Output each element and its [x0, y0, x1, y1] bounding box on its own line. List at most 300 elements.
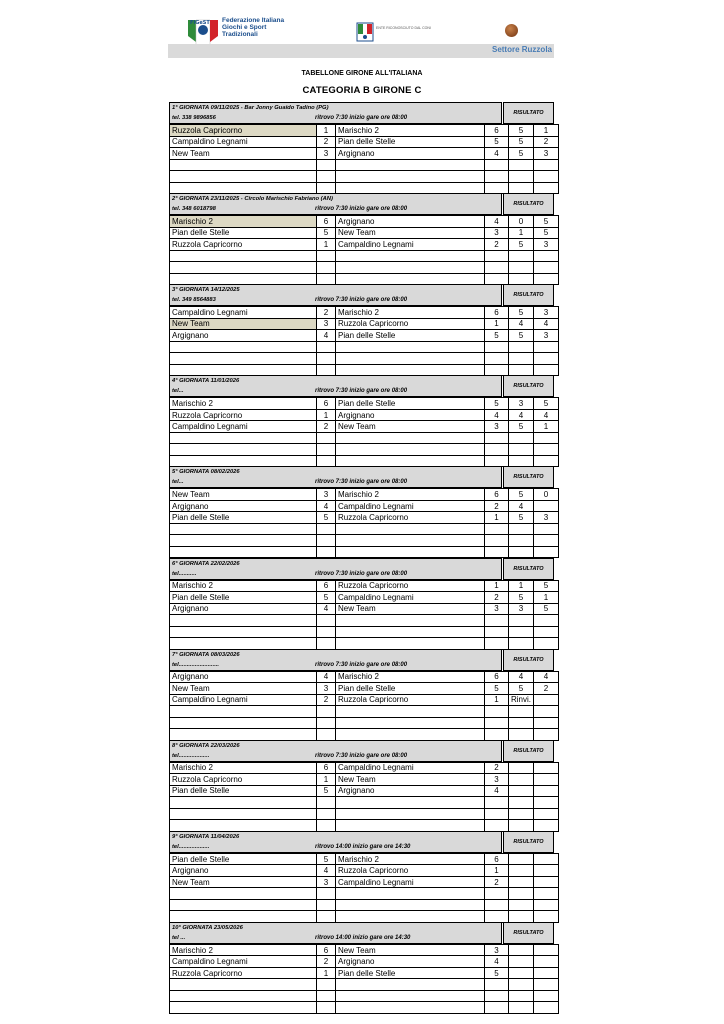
- result-home: 5: [509, 489, 534, 501]
- result-away: [534, 853, 559, 865]
- away-team-number: [485, 717, 509, 729]
- home-team-number: 5: [317, 592, 336, 604]
- table-row: [170, 774, 559, 786]
- matches-table: [169, 944, 559, 1014]
- home-team: [170, 808, 317, 820]
- giornata-meeting-time: ritrovo 7:30 inizio gare ore 08:00: [315, 661, 408, 668]
- home-team: Pian delle Stelle: [170, 785, 317, 797]
- away-team-number: 3: [485, 774, 509, 786]
- table-row: [170, 899, 559, 911]
- away-team-number: 3: [485, 421, 509, 433]
- result-away: [534, 364, 559, 376]
- result-home: [509, 250, 534, 262]
- table-row: [170, 455, 559, 467]
- away-team-number: [485, 341, 509, 353]
- home-team-number: 5: [317, 785, 336, 797]
- result-away: [534, 546, 559, 558]
- away-team-number: [485, 706, 509, 718]
- home-team-number: 6: [317, 216, 336, 228]
- home-team-number: 5: [317, 227, 336, 239]
- home-team-number: [317, 990, 336, 1002]
- matches-table: [169, 215, 559, 285]
- home-team-number: [317, 353, 336, 365]
- result-home: [509, 990, 534, 1002]
- matches-table: [169, 762, 559, 832]
- result-away: [534, 979, 559, 991]
- home-team-number: [317, 899, 336, 911]
- table-row: [170, 546, 559, 558]
- giornata-header: [169, 831, 502, 853]
- home-team: [170, 717, 317, 729]
- giornata-meeting-time: ritrovo 14:00 inizio gare ore 14:30: [315, 843, 411, 850]
- home-team: [170, 729, 317, 741]
- result-away: [534, 250, 559, 262]
- home-team: New Team: [170, 489, 317, 501]
- result-home: [509, 262, 534, 274]
- result-home: 5: [509, 136, 534, 148]
- table-row: [170, 853, 559, 865]
- result-home: 5: [509, 592, 534, 604]
- home-team-number: [317, 979, 336, 991]
- away-team-number: [485, 262, 509, 274]
- away-team: Ruzzola Capricorno: [336, 865, 485, 877]
- result-home: Rinvi.: [509, 694, 534, 706]
- away-team: Ruzzola Capricorno: [336, 694, 485, 706]
- home-team: Marischio 2: [170, 580, 317, 592]
- result-home: [509, 341, 534, 353]
- result-home: [509, 615, 534, 627]
- home-team-number: [317, 535, 336, 547]
- table-row: [170, 808, 559, 820]
- table-row: [170, 421, 559, 433]
- away-team-number: 6: [485, 671, 509, 683]
- away-team-number: 2: [485, 500, 509, 512]
- result-away: 5: [534, 227, 559, 239]
- result-away: 1: [534, 592, 559, 604]
- away-team-number: [485, 888, 509, 900]
- away-team-number: 1: [485, 318, 509, 330]
- result-away: [534, 706, 559, 718]
- federation-name: Federazione Italiana Giochi e Sport Tradizionali: [222, 17, 285, 38]
- home-team: New Team: [170, 318, 317, 330]
- result-away: [534, 808, 559, 820]
- home-team: Ruzzola Capricorno: [170, 409, 317, 421]
- home-team-number: 4: [317, 603, 336, 615]
- table-row: [170, 626, 559, 638]
- result-away: [534, 523, 559, 535]
- away-team: [336, 911, 485, 923]
- home-team-number: [317, 364, 336, 376]
- table-row: [170, 307, 559, 319]
- table-row: [170, 956, 559, 968]
- away-team: [336, 353, 485, 365]
- home-team-number: 4: [317, 330, 336, 342]
- away-team: [336, 638, 485, 650]
- result-home: [509, 535, 534, 547]
- away-team: Campaldino Legnami: [336, 239, 485, 251]
- result-home: [509, 546, 534, 558]
- home-team-number: 5: [317, 512, 336, 524]
- away-team-number: [485, 432, 509, 444]
- result-away: 5: [534, 603, 559, 615]
- result-home: [509, 626, 534, 638]
- table-row: [170, 990, 559, 1002]
- giornata-title: 3° GIORNATA 14/12/2025: [172, 287, 240, 294]
- table-row: [170, 489, 559, 501]
- home-team-number: [317, 341, 336, 353]
- table-row: [170, 500, 559, 512]
- giornata-phone: tel. 349 8564883: [172, 297, 216, 304]
- table-row: [170, 125, 559, 137]
- home-team: [170, 797, 317, 809]
- result-away: [534, 444, 559, 456]
- away-team-number: [485, 729, 509, 741]
- away-team: [336, 341, 485, 353]
- away-team-number: 5: [485, 330, 509, 342]
- result-away: [534, 785, 559, 797]
- giornata-title: 9° GIORNATA 11/04/2026: [172, 833, 240, 840]
- away-team: Pian delle Stelle: [336, 967, 485, 979]
- giornata-block: [169, 558, 554, 647]
- result-home: 5: [509, 512, 534, 524]
- away-team: Ruzzola Capricorno: [336, 580, 485, 592]
- result-away: [534, 638, 559, 650]
- table-row: [170, 273, 559, 285]
- result-away: [534, 865, 559, 877]
- coni-caption: ENTE RICONOSCIUTO DAL CONI: [376, 26, 431, 30]
- table-row: [170, 409, 559, 421]
- away-team: Argignano: [336, 216, 485, 228]
- home-team: [170, 432, 317, 444]
- away-team-number: 6: [485, 307, 509, 319]
- matches-table: [169, 397, 559, 467]
- away-team: [336, 729, 485, 741]
- risultato-header: RISULTATO: [503, 375, 554, 397]
- result-home: [509, 797, 534, 809]
- away-team: Campaldino Legnami: [336, 592, 485, 604]
- result-away: [534, 762, 559, 774]
- home-team-number: 1: [317, 125, 336, 137]
- away-team-number: [485, 273, 509, 285]
- giornata-block: [169, 922, 554, 1011]
- result-away: [534, 432, 559, 444]
- ruzzola-ball-icon: [505, 24, 518, 37]
- result-away: [534, 171, 559, 183]
- away-team: Marischio 2: [336, 125, 485, 137]
- table-row: [170, 580, 559, 592]
- home-team-number: [317, 706, 336, 718]
- result-away: [534, 888, 559, 900]
- away-team-number: 6: [485, 489, 509, 501]
- away-team: Campaldino Legnami: [336, 500, 485, 512]
- result-home: [509, 455, 534, 467]
- away-team: Pian delle Stelle: [336, 136, 485, 148]
- page-header: [168, 14, 554, 58]
- away-team: Marischio 2: [336, 853, 485, 865]
- home-team: [170, 706, 317, 718]
- result-away: [534, 876, 559, 888]
- home-team-number: 6: [317, 398, 336, 410]
- away-team: [336, 808, 485, 820]
- home-team: [170, 523, 317, 535]
- away-team: [336, 626, 485, 638]
- table-row: [170, 888, 559, 900]
- result-home: [509, 774, 534, 786]
- table-row: [170, 820, 559, 832]
- result-away: [534, 820, 559, 832]
- away-team-number: 2: [485, 592, 509, 604]
- table-row: [170, 364, 559, 376]
- away-team: New Team: [336, 227, 485, 239]
- home-team: Pian delle Stelle: [170, 592, 317, 604]
- away-team: [336, 444, 485, 456]
- table-row: [170, 159, 559, 171]
- away-team-number: 5: [485, 683, 509, 695]
- result-home: 1: [509, 227, 534, 239]
- result-away: [534, 990, 559, 1002]
- home-team-number: [317, 523, 336, 535]
- away-team: New Team: [336, 421, 485, 433]
- away-team-number: [485, 455, 509, 467]
- away-team-number: [485, 1002, 509, 1014]
- away-team: [336, 888, 485, 900]
- home-team: [170, 159, 317, 171]
- settore-label: Settore Ruzzola: [491, 45, 552, 54]
- home-team-number: [317, 182, 336, 194]
- away-team: [336, 899, 485, 911]
- away-team-number: [485, 899, 509, 911]
- away-team-number: 5: [485, 398, 509, 410]
- home-team-number: 1: [317, 239, 336, 251]
- home-team: New Team: [170, 683, 317, 695]
- result-home: 4: [509, 671, 534, 683]
- home-team: [170, 455, 317, 467]
- away-team-number: 3: [485, 227, 509, 239]
- home-team: [170, 353, 317, 365]
- result-away: [534, 694, 559, 706]
- risultato-header: RISULTATO: [503, 740, 554, 762]
- away-team: Argignano: [336, 148, 485, 160]
- home-team: Marischio 2: [170, 944, 317, 956]
- home-team: [170, 1002, 317, 1014]
- matches-table: [169, 488, 559, 558]
- table-row: [170, 182, 559, 194]
- result-away: [534, 500, 559, 512]
- table-row: [170, 694, 559, 706]
- home-team-number: 2: [317, 421, 336, 433]
- result-away: 3: [534, 330, 559, 342]
- home-team-number: [317, 432, 336, 444]
- away-team-number: [485, 797, 509, 809]
- away-team-number: [485, 171, 509, 183]
- away-team-number: 3: [485, 603, 509, 615]
- giornata-block: [169, 740, 554, 829]
- giornata-meeting-time: ritrovo 7:30 inizio gare ore 08:00: [315, 115, 408, 121]
- home-team-number: 1: [317, 774, 336, 786]
- result-away: 3: [534, 239, 559, 251]
- result-away: [534, 615, 559, 627]
- giornata-meeting-time: ritrovo 7:30 inizio gare ore 08:00: [315, 206, 408, 213]
- result-away: [534, 729, 559, 741]
- home-team: Pian delle Stelle: [170, 227, 317, 239]
- home-team-number: [317, 615, 336, 627]
- away-team: [336, 797, 485, 809]
- result-home: 5: [509, 683, 534, 695]
- away-team-number: 1: [485, 865, 509, 877]
- home-team: Argignano: [170, 671, 317, 683]
- home-team-number: [317, 262, 336, 274]
- home-team-number: [317, 159, 336, 171]
- home-team: [170, 899, 317, 911]
- table-row: [170, 979, 559, 991]
- home-team-number: [317, 171, 336, 183]
- result-home: [509, 956, 534, 968]
- result-home: [509, 865, 534, 877]
- result-home: [509, 523, 534, 535]
- away-team-number: 4: [485, 409, 509, 421]
- away-team-number: 4: [485, 216, 509, 228]
- home-team-number: [317, 1002, 336, 1014]
- home-team: [170, 638, 317, 650]
- home-team: Ruzzola Capricorno: [170, 125, 317, 137]
- result-home: [509, 967, 534, 979]
- table-row: [170, 148, 559, 160]
- home-team-number: 3: [317, 148, 336, 160]
- giornata-phone: tel...........: [172, 570, 197, 577]
- home-team-number: 5: [317, 853, 336, 865]
- away-team-number: 1: [485, 694, 509, 706]
- away-team-number: [485, 990, 509, 1002]
- home-team: [170, 911, 317, 923]
- home-team-number: 6: [317, 762, 336, 774]
- result-away: 2: [534, 136, 559, 148]
- result-away: [534, 899, 559, 911]
- away-team-number: [485, 182, 509, 194]
- result-home: [509, 717, 534, 729]
- result-home: [509, 353, 534, 365]
- table-row: [170, 683, 559, 695]
- table-row: [170, 171, 559, 183]
- home-team-number: 3: [317, 489, 336, 501]
- table-row: [170, 535, 559, 547]
- result-home: 3: [509, 398, 534, 410]
- result-home: [509, 171, 534, 183]
- giornata-title: 5° GIORNATA 08/02/2026: [172, 469, 240, 476]
- away-team-number: [485, 979, 509, 991]
- table-row: [170, 638, 559, 650]
- giornata-meeting-time: ritrovo 14:00 inizio gare ore 14:30: [315, 934, 411, 941]
- away-team: Ruzzola Capricorno: [336, 318, 485, 330]
- away-team-number: [485, 626, 509, 638]
- giornata-phone: tel...: [172, 388, 184, 395]
- table-row: [170, 967, 559, 979]
- result-home: [509, 706, 534, 718]
- result-away: 1: [534, 421, 559, 433]
- home-team-number: [317, 729, 336, 741]
- result-home: 5: [509, 307, 534, 319]
- away-team-number: [485, 523, 509, 535]
- result-away: 3: [534, 148, 559, 160]
- result-away: 4: [534, 318, 559, 330]
- home-team-number: [317, 808, 336, 820]
- away-team: [336, 535, 485, 547]
- giornata-block: [169, 193, 554, 282]
- result-away: 3: [534, 307, 559, 319]
- away-team-number: 5: [485, 136, 509, 148]
- home-team: Argignano: [170, 603, 317, 615]
- result-home: [509, 888, 534, 900]
- result-home: 5: [509, 330, 534, 342]
- home-team: [170, 990, 317, 1002]
- giornata-block: [169, 375, 554, 464]
- home-team: Argignano: [170, 865, 317, 877]
- away-team: [336, 455, 485, 467]
- away-team: [336, 250, 485, 262]
- matches-table: [169, 124, 559, 194]
- away-team: [336, 706, 485, 718]
- table-row: [170, 876, 559, 888]
- away-team-number: [485, 159, 509, 171]
- table-row: [170, 432, 559, 444]
- home-team: [170, 626, 317, 638]
- result-home: [509, 911, 534, 923]
- matches-table: [169, 671, 559, 741]
- home-team-number: [317, 888, 336, 900]
- result-home: [509, 876, 534, 888]
- home-team: Campaldino Legnami: [170, 136, 317, 148]
- away-team-number: 2: [485, 762, 509, 774]
- risultato-header: RISULTATO: [503, 284, 554, 306]
- table-row: [170, 603, 559, 615]
- result-home: [509, 979, 534, 991]
- table-row: [170, 1002, 559, 1014]
- away-team-number: 1: [485, 580, 509, 592]
- away-team: [336, 273, 485, 285]
- giornata-title: 1° GIORNATA 09/11/2025 - Bar Jonny Guaido Tadino (PG): [172, 105, 329, 111]
- table-row: [170, 250, 559, 262]
- giornata-header: [169, 466, 502, 488]
- risultato-header: RISULTATO: [503, 922, 554, 944]
- risultato-header: RISULTATO: [503, 466, 554, 488]
- giornata-meeting-time: ritrovo 7:30 inizio gare ore 08:00: [315, 752, 408, 759]
- home-team: [170, 535, 317, 547]
- home-team: Marischio 2: [170, 762, 317, 774]
- home-team: [170, 546, 317, 558]
- result-away: [534, 535, 559, 547]
- matches-table: [169, 306, 559, 376]
- giornata-header: [169, 193, 502, 215]
- result-away: [534, 717, 559, 729]
- result-home: 4: [509, 318, 534, 330]
- result-away: [534, 273, 559, 285]
- result-away: [534, 967, 559, 979]
- result-home: [509, 729, 534, 741]
- table-row: [170, 227, 559, 239]
- giornata-title: 6° GIORNATA 22/02/2026: [172, 560, 240, 567]
- away-team-number: [485, 820, 509, 832]
- giornata-header: [169, 558, 502, 580]
- away-team: [336, 546, 485, 558]
- result-home: [509, 808, 534, 820]
- home-team-number: [317, 626, 336, 638]
- document-title: TABELLONE GIRONE ALL'ITALIANA: [301, 70, 423, 77]
- away-team: New Team: [336, 944, 485, 956]
- giornata-phone: tel...: [172, 479, 184, 486]
- result-away: 0: [534, 489, 559, 501]
- home-team: New Team: [170, 876, 317, 888]
- home-team: [170, 171, 317, 183]
- table-row: [170, 262, 559, 274]
